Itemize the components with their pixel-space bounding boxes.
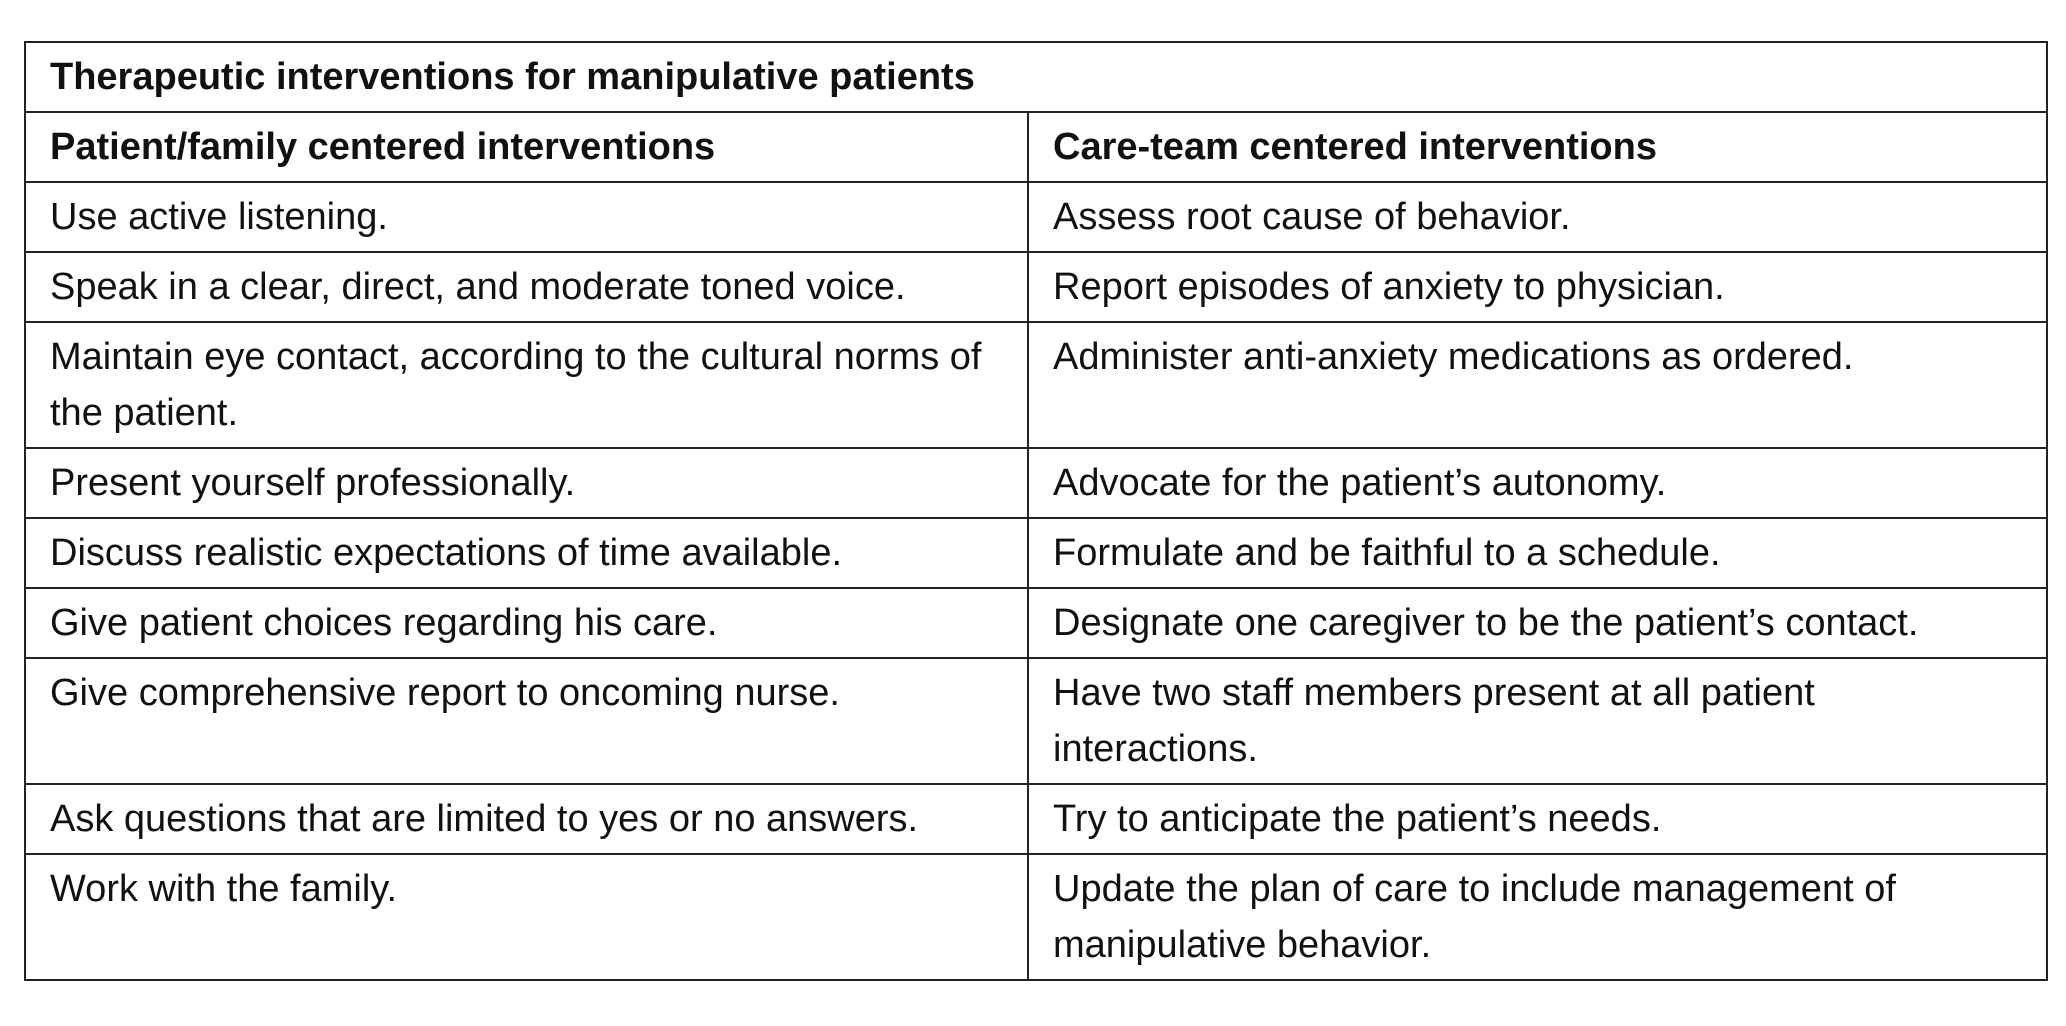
table-cell-care-team: Formulate and be faithful to a schedule. — [1028, 518, 2047, 588]
table-cell-patient-family: Give patient choices regarding his care. — [25, 588, 1028, 658]
table-row — [25, 854, 2047, 980]
table-row — [25, 182, 2047, 252]
table-row — [25, 252, 2047, 322]
table-cell-patient-family: Use active listening. — [25, 182, 1028, 252]
column-header-care-team: Care-team centered interventions — [1028, 112, 2047, 182]
table-header-row — [25, 112, 2047, 182]
table-cell-care-team: Update the plan of care to include management of manipulative behavior. — [1028, 854, 2047, 980]
table-cell-patient-family: Speak in a clear, direct, and moderate toned voice. — [25, 252, 1028, 322]
table-cell-care-team: Have two staff members present at all patient interactions. — [1028, 658, 2047, 784]
table-cell-patient-family: Give comprehensive report to oncoming nurse. — [25, 658, 1028, 784]
table-row — [25, 658, 2047, 784]
interventions-table-container — [24, 41, 2046, 981]
table-cell-care-team: Try to anticipate the patient’s needs. — [1028, 784, 2047, 854]
table-row — [25, 518, 2047, 588]
table-row — [25, 322, 2047, 448]
table-cell-care-team: Designate one caregiver to be the patient’s contact. — [1028, 588, 2047, 658]
table-title: Therapeutic interventions for manipulative patients — [25, 42, 2047, 112]
interventions-table — [24, 41, 2048, 981]
table-cell-patient-family: Discuss realistic expectations of time available. — [25, 518, 1028, 588]
table-cell-care-team: Administer anti-anxiety medications as ordered. — [1028, 322, 2047, 448]
table-title-row — [25, 42, 2047, 112]
table-cell-care-team: Report episodes of anxiety to physician. — [1028, 252, 2047, 322]
table-row — [25, 448, 2047, 518]
table-row — [25, 784, 2047, 854]
table-cell-patient-family: Present yourself professionally. — [25, 448, 1028, 518]
column-header-patient-family: Patient/family centered interventions — [25, 112, 1028, 182]
table-cell-patient-family: Ask questions that are limited to yes or no answers. — [25, 784, 1028, 854]
table-cell-patient-family: Work with the family. — [25, 854, 1028, 980]
table-cell-patient-family: Maintain eye contact, according to the cultural norms of the patient. — [25, 322, 1028, 448]
table-cell-care-team: Assess root cause of behavior. — [1028, 182, 2047, 252]
table-row — [25, 588, 2047, 658]
table-cell-care-team: Advocate for the patient’s autonomy. — [1028, 448, 2047, 518]
